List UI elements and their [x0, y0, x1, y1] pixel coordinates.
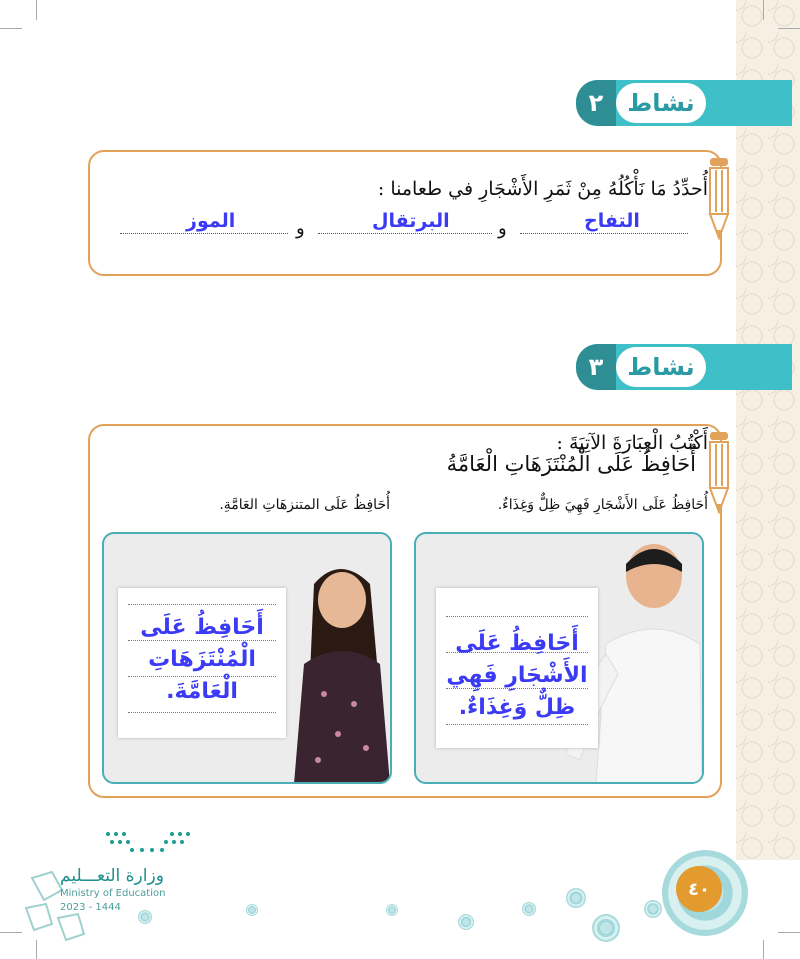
ministry-year: 2023 - 1444	[60, 902, 121, 913]
board-line	[446, 724, 588, 725]
board-left-line-1: أَحَافِظُ عَلَى	[140, 615, 264, 640]
activity-2-label: نشاط	[616, 83, 706, 123]
rosette-decoration	[458, 914, 474, 930]
connector-1: و	[498, 218, 507, 239]
board-right-line-3: ظِلٌّ وَغِذَاءٌ.	[458, 695, 576, 720]
answer-line-3	[120, 232, 288, 234]
answer-3: الموز	[186, 210, 236, 232]
crop-mark	[778, 28, 800, 29]
board-left-line-2: الْمُنْتَزَهَاتِ الْعَامَّةَ.	[148, 647, 256, 704]
rosette-decoration	[246, 904, 258, 916]
board-right-line-1: أَحَافِظُ عَلَى	[455, 631, 579, 656]
activity-2-number: ٢	[576, 80, 616, 126]
activity-3-number: ٣	[576, 344, 616, 390]
caption-left: أُحَافِظُ عَلَى المتنزهَاتِ العَامَّةِ.	[219, 497, 390, 513]
pencil-icon	[708, 432, 730, 514]
board-right	[436, 588, 598, 748]
crop-mark	[763, 0, 764, 20]
board-line	[446, 616, 588, 617]
connector-2: و	[296, 218, 305, 239]
crop-mark	[763, 940, 764, 959]
activity-2-tab	[576, 80, 792, 126]
activity-2-question: أُحدِّدُ مَا نَأْكُلُهُ مِنْ ثَمَرِ الأَشْجَارِ في طعامنا :	[377, 178, 708, 200]
board-left	[118, 588, 286, 738]
answer-1: التفاح	[584, 210, 640, 232]
ministry-name-en: Ministry of Education	[60, 888, 166, 899]
photo-girl	[102, 532, 392, 784]
board-line	[128, 604, 276, 605]
caption-right: أُحَافِظُ عَلَى الأَشْجَارِ فَهِيَ ظِلٌّ وَغِذَاءٌ.	[497, 497, 708, 513]
girl-figure	[274, 534, 390, 782]
crop-mark	[778, 932, 800, 933]
crop-mark	[0, 28, 22, 29]
page-number: ٤٠	[676, 866, 722, 912]
rosette-decoration	[522, 902, 536, 916]
rosette-decoration	[386, 904, 398, 916]
board-line	[128, 712, 276, 713]
answer-line-1	[520, 232, 688, 234]
rosette-decoration	[644, 900, 662, 918]
answer-2: البرتقال	[372, 210, 450, 232]
activity-3-tab	[576, 344, 792, 390]
side-pattern	[736, 0, 800, 860]
answer-line-2	[318, 232, 492, 234]
pencil-icon	[708, 158, 730, 240]
rosette-decoration	[592, 914, 620, 942]
photo-boy	[414, 532, 704, 784]
crop-mark	[36, 0, 37, 20]
activity-3-label: نشاط	[616, 347, 706, 387]
activity-3-question: أَكْتُبُ الْعِبَارَةَ الآتِيَةَ :	[556, 432, 708, 454]
ministry-logo-icon	[102, 828, 192, 858]
crop-mark	[0, 932, 22, 933]
activity-3-phrase: أُحَافِظُ عَلَى الْمُنْتَزَهَاتِ الْعَامَّةُ	[446, 452, 696, 476]
ministry-name-ar: وزارة التعـــليم	[60, 866, 164, 886]
board-right-line-2: الأَشْجَارِ فَهِي	[446, 663, 588, 688]
rosette-decoration	[138, 910, 152, 924]
rosette-decoration	[566, 888, 586, 908]
